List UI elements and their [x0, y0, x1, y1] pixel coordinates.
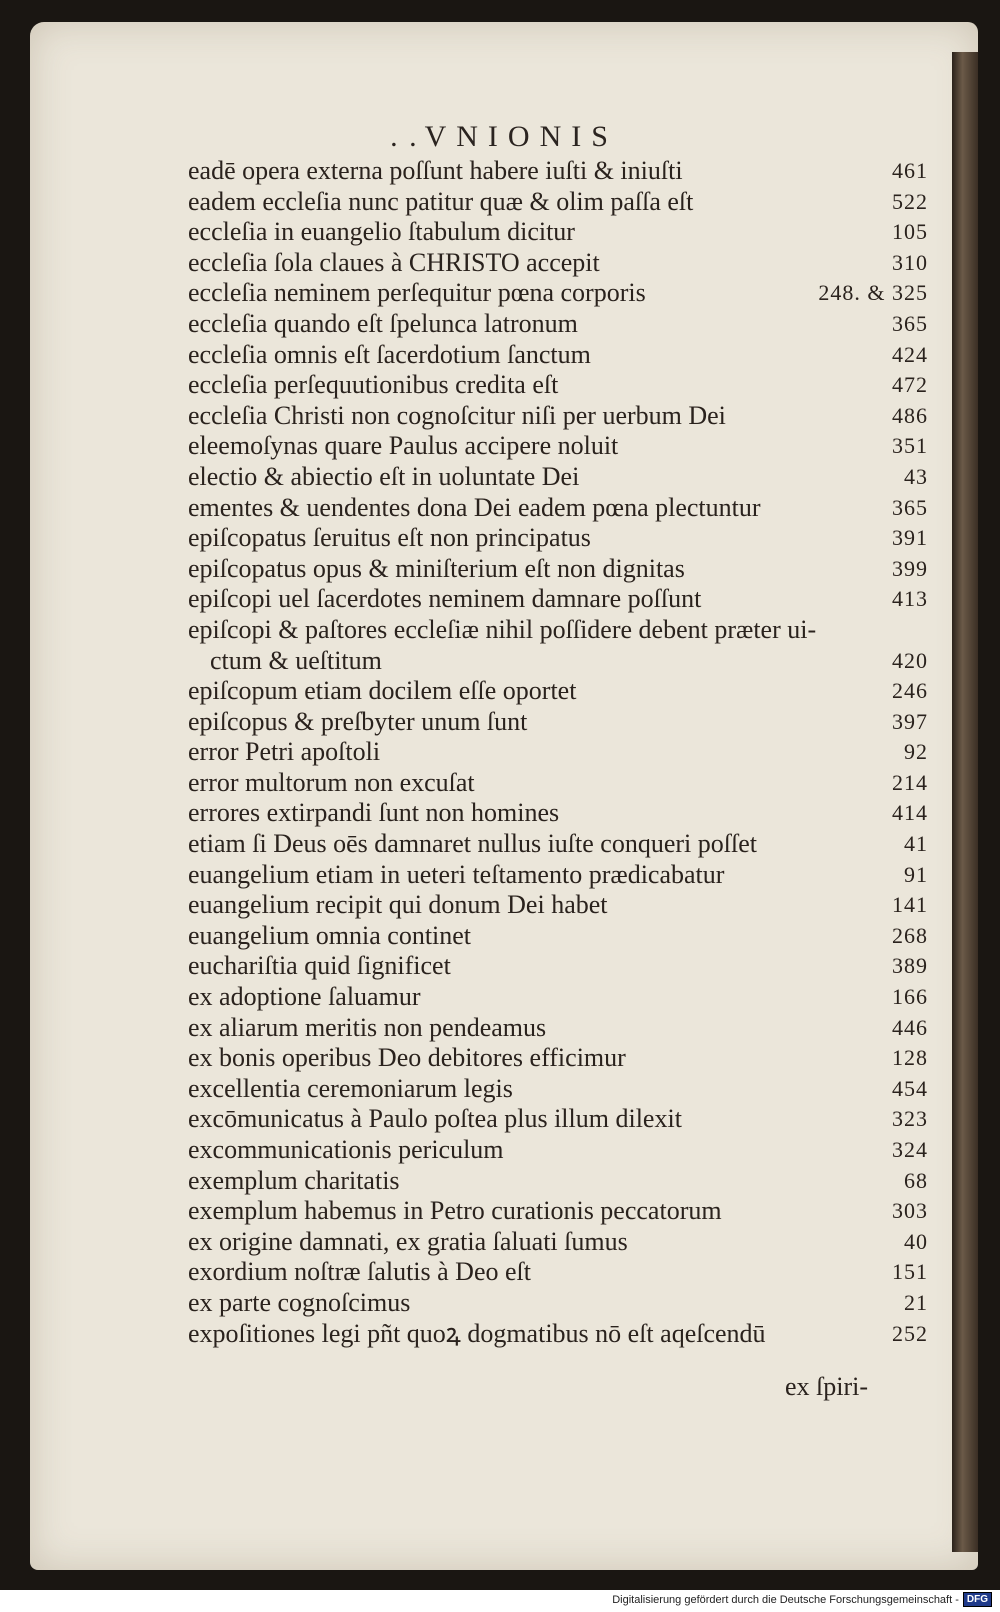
index-entry [188, 890, 928, 921]
index-entry [188, 1074, 928, 1105]
index-entry [188, 401, 928, 432]
entry-page-number: 92 [904, 739, 928, 765]
index-entry [188, 370, 928, 401]
entry-text: euangelium etiam in ueteri teſtamento prædicabatur [188, 859, 725, 889]
index-entry [188, 187, 928, 218]
entry-text: epiſcopum etiam docilem eſſe oportet [188, 676, 577, 706]
entry-page-number: 166 [892, 984, 928, 1010]
index-entry [188, 554, 928, 585]
entry-page-number: 268 [892, 922, 928, 948]
entry-text: epiſcopi & paſtores eccleſiæ nihil poſſidere debent præter ui- [188, 614, 817, 644]
index-entry [188, 1257, 928, 1288]
entry-text: eccleſia omnis eſt ſacerdotium ſanctum [188, 339, 591, 369]
entry-text: eccleſia quando eſt ſpelunca latronum [188, 308, 578, 338]
entry-text: ementes & uendentes dona Dei eadem pœna plectuntur [188, 492, 761, 522]
entry-text: ctum & ueſtitum [210, 645, 382, 675]
entry-page-number: 21 [904, 1289, 928, 1315]
index-entry [188, 1135, 928, 1166]
index-entry [188, 1043, 928, 1074]
index-entry [188, 431, 928, 462]
entry-text: etiam ſi Deus oēs damnaret nullus iuſte conqueri poſſet [188, 829, 757, 859]
entry-text: eccleſia neminem perſequitur pœna corporis [188, 278, 646, 308]
index-entry [188, 278, 928, 309]
index-entry [188, 768, 928, 799]
index-entry [188, 493, 928, 524]
entry-text: error multorum non excuſat [188, 767, 475, 797]
index-entry [188, 951, 928, 982]
index-entry [188, 707, 928, 738]
entry-text: eccleſia in euangelio ſtabulum dicitur [188, 217, 575, 247]
entry-text: epiſcopatus ſeruitus eſt non principatus [188, 523, 591, 553]
entry-text: eccleſia Christi non cognoſcitur niſi per uerbum Dei [188, 400, 726, 430]
entry-text: error Petri apoſtoli [188, 737, 381, 767]
entry-text: ex aliarum meritis non pendeamus [188, 1012, 547, 1042]
entry-page-number: 68 [904, 1167, 928, 1193]
index-entry [188, 1319, 928, 1350]
entry-page-number: 522 [892, 188, 928, 214]
entry-page-number: 461 [892, 158, 928, 183]
index-entry [188, 217, 928, 248]
entry-page-number: 420 [892, 647, 928, 673]
entry-page-number: 128 [892, 1045, 928, 1071]
entry-page-number: 454 [892, 1075, 928, 1101]
entry-text: errores extirpandi ſunt non homines [188, 798, 560, 828]
index-entry [188, 462, 928, 493]
entry-page-number: 389 [892, 953, 928, 979]
entry-page-number: 141 [892, 892, 928, 918]
entry-page-number: 246 [892, 678, 928, 704]
page-edge [952, 52, 978, 1552]
entry-text: epiſcopus & preſbyter unum ſunt [188, 706, 528, 736]
book-page [30, 22, 978, 1570]
running-head-title: VNIONIS [424, 120, 618, 153]
index-entry [188, 523, 928, 554]
entry-text: epiſcopi uel ſacerdotes neminem damnare poſſunt [188, 584, 702, 614]
entry-text: ex origine damnati, ex gratia ſaluati ſumus [188, 1226, 628, 1256]
entry-text: ex adoptione ſaluamur [188, 982, 421, 1012]
catchword: ex ſpiri- [784, 1372, 868, 1401]
entry-text: euangelium recipit qui donum Dei habet [188, 890, 608, 920]
entry-text: eadē opera externa poſſunt habere iuſti & iniuſti [188, 156, 683, 185]
index-entry [188, 615, 928, 646]
entry-page-number: 413 [892, 586, 928, 612]
entry-page-number: 365 [892, 310, 928, 336]
entry-page-number: 486 [892, 402, 928, 428]
footer-text: Digitalisierung gefördert durch die Deutsche Forschungsgemeinschaft - [612, 1593, 959, 1606]
dfg-logo: DFG [963, 1592, 992, 1607]
index-entry [188, 1227, 928, 1258]
entry-page-number: 365 [892, 494, 928, 520]
entry-page-number: 252 [892, 1320, 928, 1346]
entry-page-number: 40 [904, 1228, 928, 1254]
entry-page-number: 446 [892, 1014, 928, 1040]
entry-text: excōmunicatus à Paulo poſtea plus illum dilexit [188, 1104, 682, 1134]
entry-page-number: 214 [892, 769, 928, 795]
index-entry [188, 1288, 928, 1319]
index-entry [188, 921, 928, 952]
entry-page-number: 303 [892, 1198, 928, 1224]
entry-page-number: 310 [892, 249, 928, 275]
index-entry [188, 1196, 928, 1227]
index-entry [188, 676, 928, 707]
index-entry [188, 248, 928, 279]
entry-text: electio & abiectio eſt in uoluntate Dei [188, 461, 580, 491]
entry-page-number: 472 [892, 372, 928, 398]
entry-page-number: 91 [904, 861, 928, 887]
entry-page-number: 323 [892, 1106, 928, 1132]
digitization-footer [612, 1592, 992, 1607]
entry-text: eccleſia perſequutionibus credita eſt [188, 370, 559, 400]
entry-text: ex parte cognoſcimus [188, 1287, 411, 1317]
entry-page-number: 248. & 325 [818, 280, 928, 306]
index-entry [188, 156, 928, 187]
index-entry [188, 737, 928, 768]
index-entry [188, 1166, 928, 1197]
entry-text: ex bonis operibus Deo debitores efficimur [188, 1043, 626, 1073]
entry-text: exemplum habemus in Petro curationis peccatorum [188, 1196, 722, 1226]
entry-page-number: 43 [904, 463, 928, 489]
entry-text: euangelium omnia continet [188, 920, 472, 950]
index-entry [188, 798, 928, 829]
entry-page-number: 397 [892, 708, 928, 734]
index-entry [188, 1104, 928, 1135]
entry-page-number: 399 [892, 555, 928, 581]
index-entries [188, 156, 928, 1349]
entry-page-number: 105 [892, 219, 928, 245]
entry-text: eccleſia ſola claues à CHRISTO accepit [188, 247, 600, 277]
entry-page-number: 41 [904, 831, 928, 857]
entry-text: euchariſtia quid ſignificet [188, 951, 451, 981]
index-entry [188, 1013, 928, 1044]
entry-text: expoſitiones legi pñt quoꝝ dogmatibus nō eſt aqeſcendū [188, 1318, 766, 1348]
entry-text: eleemoſynas quare Paulus accipere noluit [188, 431, 619, 461]
running-head-dots: . . [390, 120, 419, 153]
entry-page-number: 414 [892, 800, 928, 826]
index-entry [188, 340, 928, 371]
entry-text: eadem eccleſia nunc patitur quæ & olim paſſa eſt [188, 186, 694, 216]
entry-page-number: 351 [892, 433, 928, 459]
entry-text: exemplum charitatis [188, 1165, 400, 1195]
entry-text: epiſcopatus opus & miniſterium eſt non dignitas [188, 553, 685, 583]
entry-page-number: 151 [892, 1259, 928, 1285]
index-entry [188, 860, 928, 891]
entry-text: exordium noſtræ ſalutis à Deo eſt [188, 1257, 531, 1287]
entry-text: excellentia ceremoniarum legis [188, 1073, 513, 1103]
index-entry [188, 309, 928, 340]
index-entry [188, 584, 928, 615]
entry-text: excommunicationis periculum [188, 1135, 504, 1164]
index-entry [188, 829, 928, 860]
index-entry [188, 646, 928, 677]
index-entry [188, 982, 928, 1013]
entry-page-number: 391 [892, 525, 928, 551]
running-head [30, 120, 978, 154]
entry-page-number: 324 [892, 1137, 928, 1162]
entry-page-number: 424 [892, 341, 928, 367]
